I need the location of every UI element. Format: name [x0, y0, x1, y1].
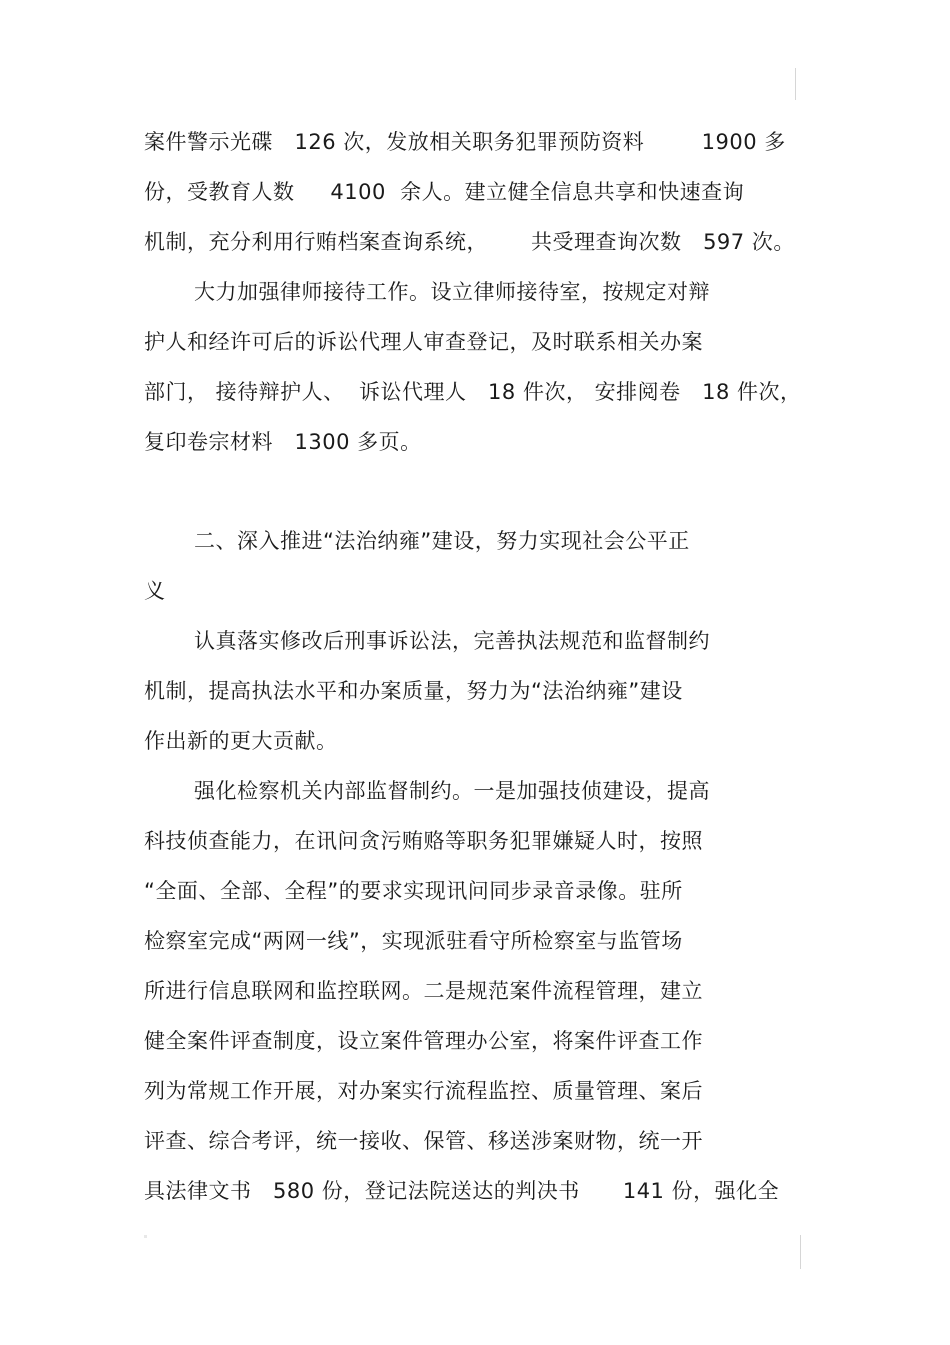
text-line: 作出新的更大贡献。 [144, 729, 338, 753]
text-line: 案件警示光碟 126 次，发放相关职务犯罪预防资料 1900 多 [144, 130, 786, 154]
text-line: 强化检察机关内部监督制约。一是加强技侦建设，提高 [194, 779, 710, 803]
section-heading: 二、深入推进“法治纳雍”建设，努力实现社会公平正 [194, 529, 690, 553]
text-line: 认真落实修改后刑事诉讼法，完善执法规范和监督制约 [194, 629, 710, 653]
text-line: 所进行信息联网和监控联网。二是规范案件流程管理，建立 [144, 979, 703, 1003]
page-edge-mark-top [795, 68, 796, 100]
text-line: 检察室完成“两网一线”，实现派驻看守所检察室与监管场 [144, 929, 683, 953]
text-line: 复印卷宗材料 1300 多页。 [144, 430, 422, 454]
text-line: 大力加强律师接待工作。设立律师接待室，按规定对辩 [194, 280, 710, 304]
text-line: 具法律文书 580 份，登记法院送达的判决书 141 份，强化全 [144, 1179, 780, 1203]
page-edge-mark-bottom [800, 1235, 801, 1269]
page-edge-dot [144, 1235, 147, 1238]
text-line: 列为常规工作开展，对办案实行流程监控、质量管理、案后 [144, 1079, 703, 1103]
text-line: 部门， 接待辩护人、 诉讼代理人 18 件次， 安排阅卷 18 件次， [144, 380, 802, 404]
text-line: 份，受教育人数 4100 余人。建立健全信息共享和快速查询 [144, 180, 745, 204]
text-line: 健全案件评查制度，设立案件管理办公室，将案件评查工作 [144, 1029, 703, 1053]
text-line: “全面、全部、全程”的要求实现讯问同步录音录像。驻所 [144, 879, 683, 903]
text-line: 护人和经许可后的诉讼代理人审查登记，及时联系相关办案 [144, 330, 703, 354]
section-heading-continued: 义 [144, 579, 166, 603]
text-line: 机制，充分利用行贿档案查询系统， 共受理查询次数 597 次。 [144, 230, 795, 254]
text-line: 评查、综合考评，统一接收、保管、移送涉案财物，统一开 [144, 1129, 703, 1153]
text-line: 机制，提高执法水平和办案质量，努力为“法治纳雍”建设 [144, 679, 683, 703]
text-line: 科技侦查能力，在讯问贪污贿赂等职务犯罪嫌疑人时，按照 [144, 829, 703, 853]
